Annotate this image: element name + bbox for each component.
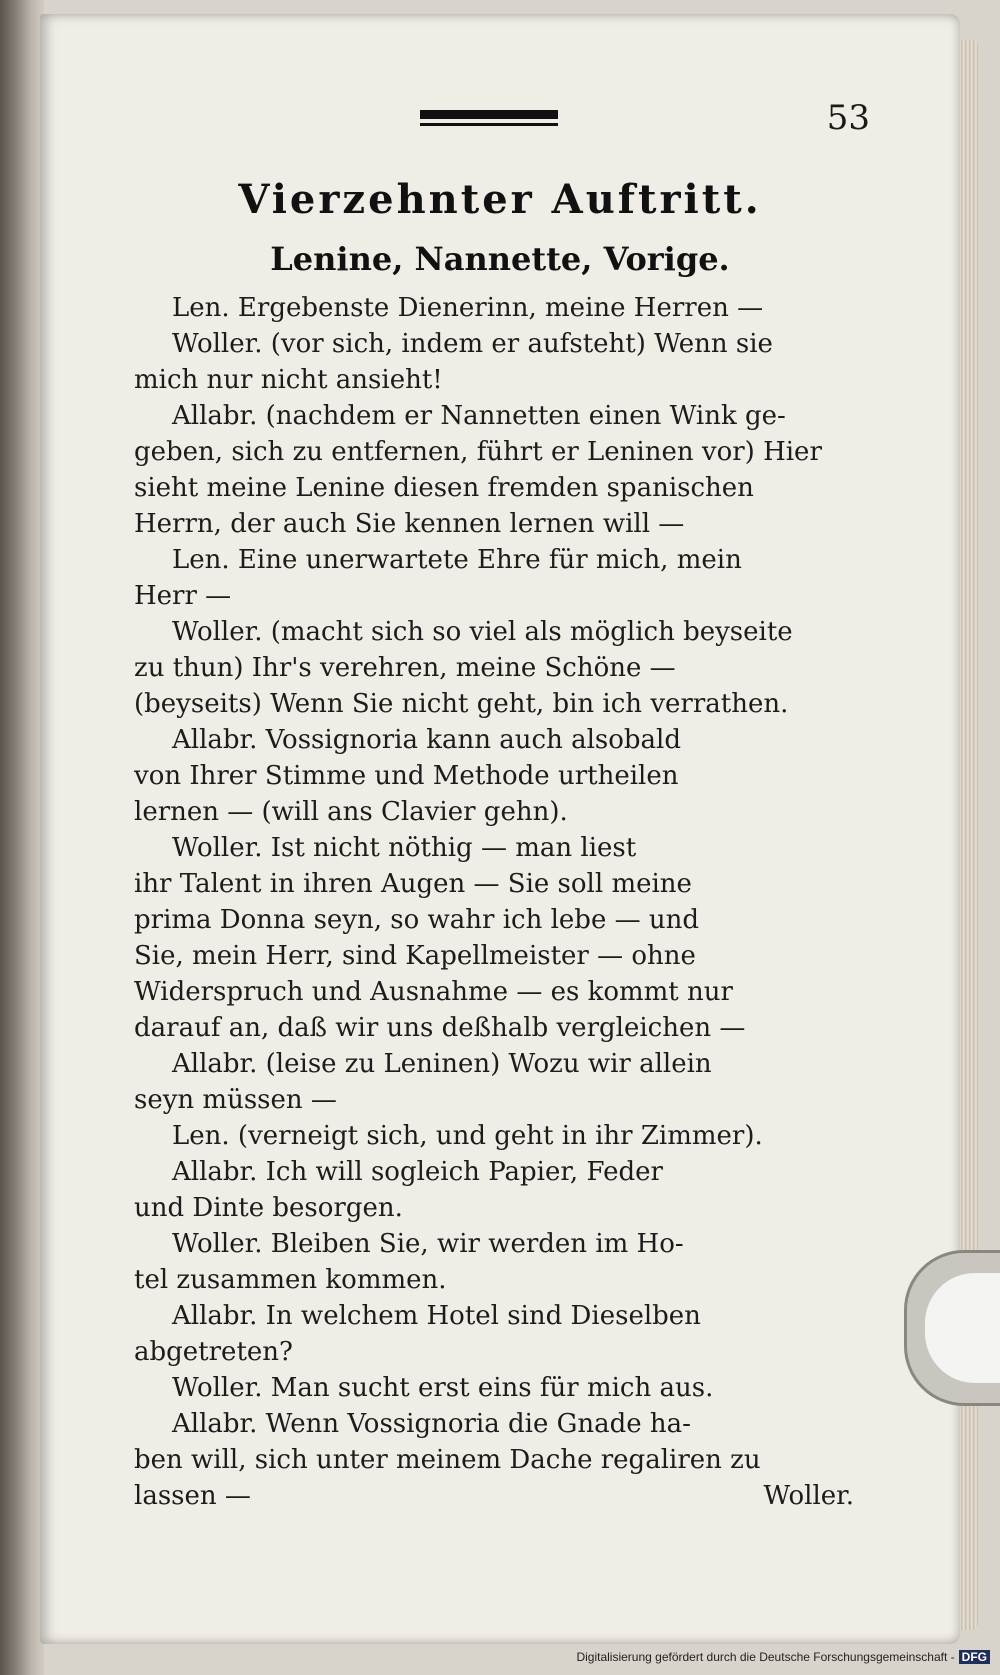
text-line: zu thun) Ihr's verehren, meine Schöne — [134, 653, 676, 683]
text-line: lernen — (will ans Clavier gehn). [134, 797, 568, 827]
text-line: Woller. (macht sich so viel als möglich beyseite [172, 617, 793, 647]
credit-text: Digitalisierung gefördert durch die Deutsche Forschungsgemeinschaft - [576, 1650, 955, 1664]
text-line: abgetreten? [134, 1337, 293, 1367]
decorative-rule [420, 104, 558, 132]
text-line: darauf an, daß wir uns deßhalb vergleichen — [134, 1013, 746, 1043]
text-line: prima Donna seyn, so wahr ich lebe — und [134, 905, 699, 935]
text-line: Len. (verneigt sich, und geht in ihr Zimmer). [172, 1121, 763, 1151]
text-line: Len. Ergebenste Dienerinn, meine Herren — [172, 293, 764, 323]
text-line: Allabr. (leise zu Leninen) Wozu wir allein [172, 1049, 712, 1079]
text-line: von Ihrer Stimme und Methode urtheilen [134, 761, 679, 791]
text-line: Allabr. Wenn Vossignoria die Gnade ha- [172, 1409, 691, 1439]
text-line: geben, sich zu entfernen, führt er Leninen vor) Hier [134, 437, 822, 467]
dfg-logo: DFG [959, 1650, 990, 1664]
text-line: Allabr. Vossignoria kann auch alsobald [172, 725, 681, 755]
text-line: Herrn, der auch Sie kennen lernen will — [134, 509, 685, 539]
magnifier-lens [925, 1273, 1000, 1383]
catchword: Woller. [763, 1481, 854, 1511]
body-text [134, 290, 854, 1514]
text-line: Allabr. In welchem Hotel sind Dieselben [172, 1301, 701, 1331]
text-line: Widerspruch und Ausnahme — es kommt nur [134, 977, 733, 1007]
text-line: (beyseits) Wenn Sie nicht geht, bin ich verrathen. [134, 689, 789, 719]
scene-heading: Vierzehnter Auftritt. [238, 176, 762, 223]
text-line: Woller. Bleiben Sie, wir werden im Ho- [172, 1229, 684, 1259]
text-line: Allabr. Ich will sogleich Papier, Feder [172, 1157, 663, 1187]
scene-characters: Lenine, Nannette, Vorige. [270, 240, 730, 278]
text-line: Herr — [134, 581, 232, 611]
page-number: 53 [826, 98, 870, 138]
text-line: Woller. Ist nicht nöthig — man liest [172, 833, 637, 863]
text-line: sieht meine Lenine diesen fremden spanischen [134, 473, 754, 503]
text-line: mich nur nicht ansieht! [134, 365, 443, 395]
text-line: ihr Talent in ihren Augen — Sie soll meine [134, 869, 692, 899]
text-line: lassen — [134, 1481, 251, 1511]
digitization-credit [560, 1650, 990, 1664]
text-line: Allabr. (nachdem er Nannetten einen Wink ge- [172, 401, 786, 431]
rule-thick-bar [420, 110, 558, 119]
text-line: tel zusammen kommen. [134, 1265, 447, 1295]
text-line: Sie, mein Herr, sind Kapellmeister — ohne [134, 941, 696, 971]
text-line: seyn müssen — [134, 1085, 337, 1115]
text-line: Len. Eine unerwartete Ehre für mich, mein [172, 545, 742, 575]
magnifier-icon[interactable] [904, 1250, 1000, 1406]
book-binding [0, 0, 44, 1675]
text-line: und Dinte besorgen. [134, 1193, 403, 1223]
text-line: ben will, sich unter meinem Dache regaliren zu [134, 1445, 761, 1475]
rule-thin-bar [420, 123, 558, 126]
text-line: Woller. (vor sich, indem er aufsteht) Wenn sie [172, 329, 773, 359]
text-line: Woller. Man sucht erst eins für mich aus. [172, 1373, 714, 1403]
